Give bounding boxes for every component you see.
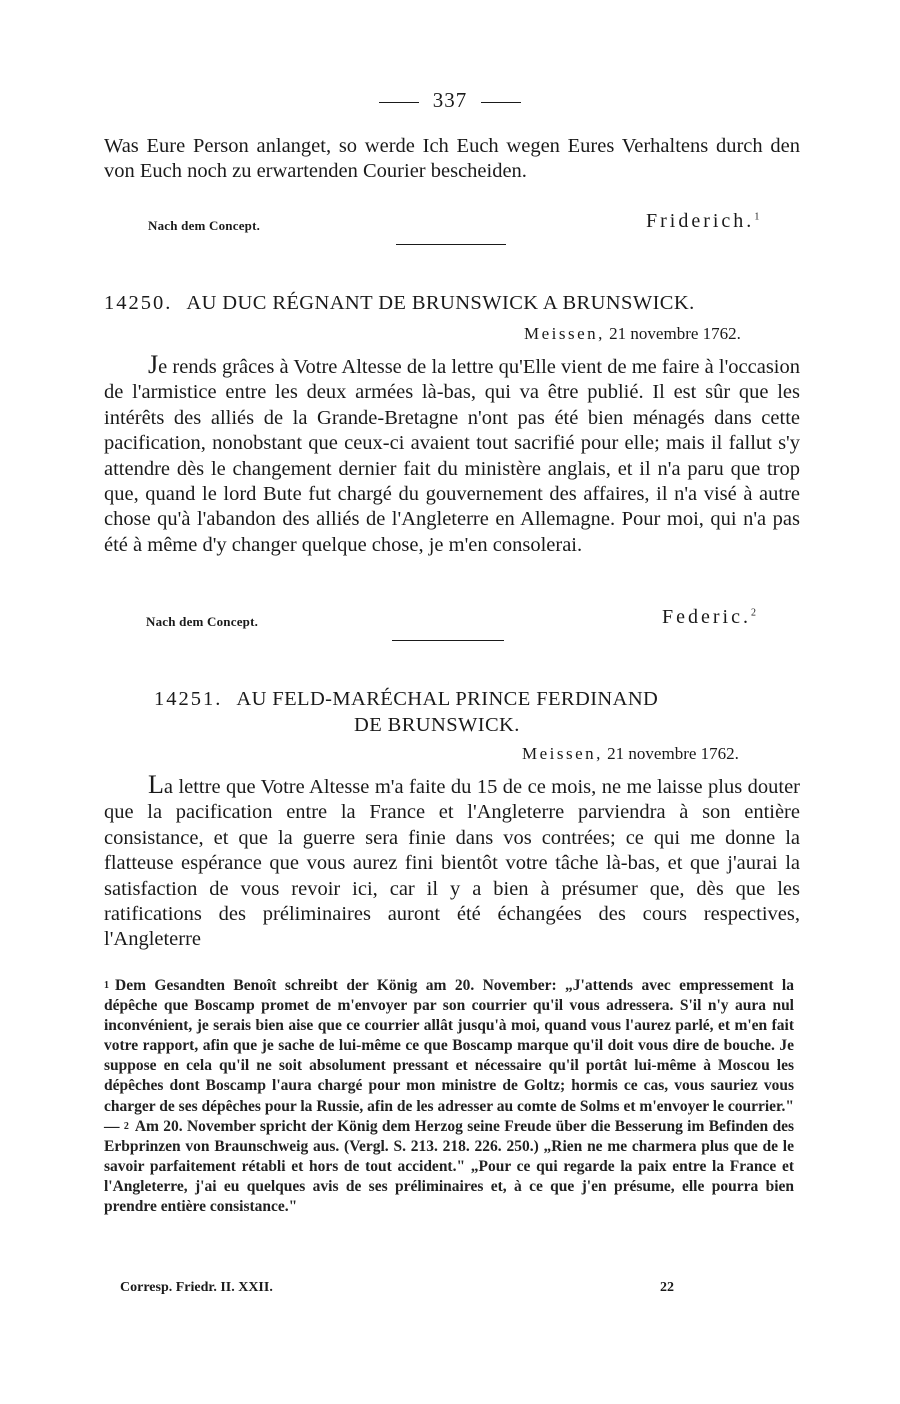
letter-14251-heading-line2: DE BRUNSWICK. <box>354 714 520 736</box>
letter-14251-title-line1: AU FELD-MARÉCHAL PRINCE FERDINAND <box>236 688 659 710</box>
page-number-text: 337 <box>432 88 468 112</box>
footer-signature-mark: 22 <box>660 1280 674 1295</box>
footnote-2-mark: 2 <box>123 1120 129 1132</box>
page-number-dash-right <box>481 102 521 103</box>
letter-14251-dateline <box>522 744 739 764</box>
source-note-1: Nach dem Concept. <box>148 218 261 233</box>
signature-1 <box>646 210 759 233</box>
signature-2-text: Federic. <box>662 606 751 628</box>
letter-14251-text: a lettre que Votre Altesse m'a faite du 15 de ce mois, ne me laisse plus douter que la pacification entre la France et l'Angleterre parviendra à son entière consistance, et que la guerre sera finie dans vos contrées; ce qui me donne la flatteuse espérance que vous aurez fini bientôt votre tâche là-bas, et que j'aurai la satisfaction de vous revoir ici, car il y a bien à présumer que, dès que les ratifications des préliminaires auront été échangées des cours respectives, l'Angleterre <box>104 776 800 951</box>
page-number-dash-left <box>379 102 419 103</box>
letter-14250-dateline <box>524 324 741 344</box>
letter-14251-place: Meissen, <box>522 744 603 763</box>
signature-1-footnote-mark: 1 <box>754 211 760 223</box>
signature-2-footnote-mark: 2 <box>750 607 756 619</box>
footnotes <box>104 976 794 1217</box>
signature-2 <box>662 606 756 629</box>
letter-14250-number: 14250. <box>104 292 173 314</box>
footnote-2-text: Am 20. November spricht der König dem Herzog seine Freude über die Besserung im Befinden des Erbprinzen von Braunschweig aus. (Vergl. S. 213. 218. 226. 250.) „Rien ne me charmera plus que de le savoir parfaitement rétabli et hors de tout accident." „Pour ce qui regarde la paix entre la France et l'Angleterre, j'ai eu quelques avis de ses préliminaires et, à ce que j'en présume, elle pourra bien prendre entière consistance." <box>104 1117 794 1216</box>
letter-14250-place: Meissen, <box>524 324 605 343</box>
letter-14250-text: e rends grâces à Votre Altesse de la lettre qu'Elle vient de me faire à l'occasion de l'armistice entre les deux armées là-bas, qui va être publié. Il est sûr que les intérêts des alliés de la Grande-Bretagne n'ont pas été bien ménagés dans cette pacification, nonobstant que ceux-ci avaient tout sacrifié pour elle; mais il fallut s'y attendre dès le changement dernier fait du ministère anglais, et il n'a paru que trop que, quand le lord Bute fut chargé du gouvernement des affaires, il n'a visé à autre chose qu'à l'abandon des alliés de l'Angleterre en Allemagne. Pour moi, qui n'a pas été à même d'y changer quelque chose, je m'en consolerai. <box>104 356 800 556</box>
letter-14251-date: 21 novembre 1762. <box>607 744 739 763</box>
letter-14251-number: 14251. <box>154 688 223 710</box>
footnote-1-mark: 1 <box>104 980 109 991</box>
letter-14251-body <box>104 772 800 953</box>
footer-source: Corresp. Friedr. II. XXII. <box>120 1280 273 1295</box>
letter-14250-body <box>104 352 800 558</box>
footnote-1-text: Dem Gesandten Benoît schreibt der König am 20. November: „J'attends avec empressement la dépêche que Boscamp promet de m'envoyer par son courrier qu'il vous adressera. S'il n'y aura nul inconvénient, je serais bien aise que ce courrier allât jusqu'à moi, quand vous l'aurez parlé, et m'en fait votre rapport, afin que je sache de lui-même ce que Boscamp marque qu'il doit vous dire de bouche. Je suppose en cela qu'il ne soit absolument pressant et nécessaire qu'il portât lui-même à Moscou les dépêches dont Boscamp l'aura chargé pour mon ministre de Goltz; hormis ce cas, vous sauriez vous charger de ses dépêches pour la Russie, afin de les adresser au comte de Solms et m'envoyer le courrier." — <box>104 977 794 1135</box>
letter-14250-initial: J <box>148 350 159 379</box>
separator-rule-1 <box>396 244 506 245</box>
source-note-2: Nach dem Concept. <box>146 614 259 629</box>
signature-1-text: Friderich. <box>646 210 755 232</box>
previous-letter-text: Was Eure Person anlanget, so werde Ich Euch wegen Eures Verhaltens durch den von Euch noch zu erwartenden Courier bescheiden. <box>104 135 800 183</box>
letter-14250-date: 21 novembre 1762. <box>609 324 741 343</box>
page-number <box>0 88 900 113</box>
letter-14251-heading <box>154 688 658 711</box>
letter-14250-heading <box>104 292 695 315</box>
letter-14251-initial: L <box>148 770 164 799</box>
letter-14250-title: AU DUC RÉGNANT DE BRUNSWICK A BRUNSWICK. <box>186 292 695 314</box>
separator-rule-2 <box>392 640 504 641</box>
